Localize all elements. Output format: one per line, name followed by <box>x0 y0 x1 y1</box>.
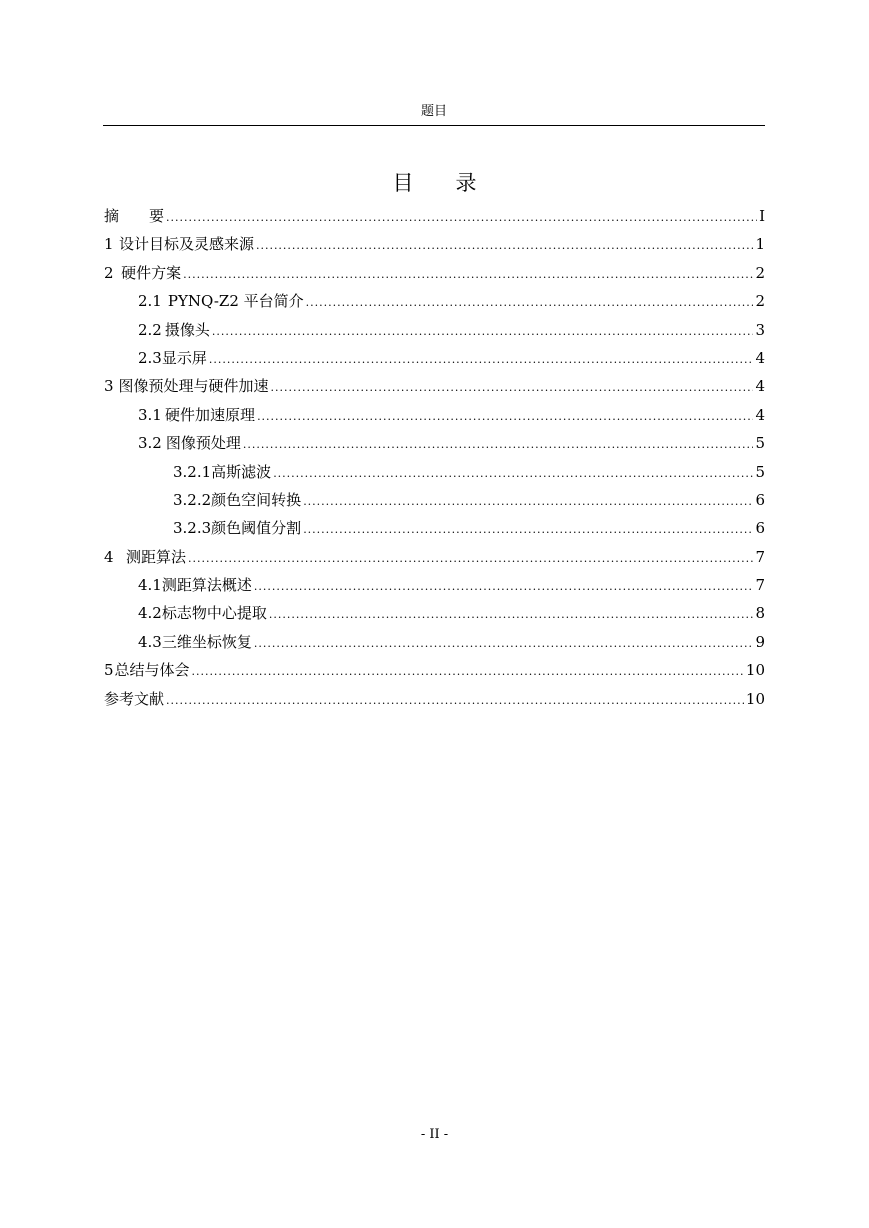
toc-entry-page: 5 <box>755 462 765 481</box>
toc-entry-title: 颜色阈值分割 <box>211 519 302 538</box>
toc-entry-page: 10 <box>745 689 765 708</box>
toc-entry-2-1[interactable] <box>104 287 765 315</box>
toc-entry-title: 显示屏 <box>161 348 207 367</box>
toc-entry-number: 1 <box>104 235 114 254</box>
toc-entry-4-2[interactable] <box>104 599 765 627</box>
toc-entry-page: 6 <box>755 519 765 538</box>
toc-entry-2-3[interactable] <box>104 344 765 372</box>
toc-entry-4-1[interactable] <box>104 571 765 599</box>
toc-heading: 目 录 <box>392 171 477 195</box>
toc-entry-3[interactable] <box>104 372 765 400</box>
toc-entry-title: 摘 要 <box>104 207 165 225</box>
dot-leader <box>303 488 753 516</box>
toc-entry-title: 测距算法概述 <box>161 576 252 595</box>
dot-leader <box>212 318 754 346</box>
toc-entry-number: 3.2 <box>138 434 162 453</box>
toc-entry-page: 7 <box>755 576 765 595</box>
toc-entry-abstract[interactable] <box>104 202 765 230</box>
toc-entry-4[interactable] <box>104 543 765 571</box>
toc-entry-title: 图像预处理与硬件加速 <box>118 377 269 396</box>
header-title: 题目 <box>420 104 447 119</box>
toc-entry-number: 2 <box>104 263 114 282</box>
toc-entry-page: 1 <box>755 235 765 254</box>
toc-entry-page: 6 <box>755 490 765 509</box>
dot-leader <box>254 573 754 601</box>
toc-entry-4-3[interactable] <box>104 628 765 656</box>
toc-entry-page: 4 <box>755 405 765 424</box>
toc-entry-2-2[interactable] <box>104 316 765 344</box>
toc-entry-number: 2.3 <box>138 348 162 367</box>
toc-entry-title: 标志物中心提取 <box>161 604 267 623</box>
toc-entry-title: 参考文献 <box>104 689 165 708</box>
toc-entry-3-2-3[interactable] <box>104 514 765 542</box>
toc-entry-references[interactable] <box>104 685 765 713</box>
dot-leader <box>269 601 754 629</box>
toc-entry-number: 3.2.1 <box>173 462 212 481</box>
toc-entry-page: 9 <box>755 632 765 651</box>
dot-leader <box>209 346 754 374</box>
toc-entry-page: I <box>759 207 765 225</box>
toc-entry-title: 三维坐标恢复 <box>161 632 252 651</box>
dot-leader <box>257 403 753 431</box>
toc-entry-title: 摄像头 <box>164 320 210 339</box>
toc-entry-number: 2.1 <box>138 292 162 311</box>
dot-leader <box>166 204 757 232</box>
toc-entry-page: 4 <box>755 377 765 396</box>
toc-entry-number: 3.2.2 <box>173 490 212 509</box>
toc-entry-1[interactable] <box>104 230 765 258</box>
dot-leader <box>256 232 754 260</box>
toc-entry-5[interactable] <box>104 656 765 684</box>
toc-entry-number: 4.1 <box>138 576 162 595</box>
toc-entry-page: 7 <box>755 547 765 566</box>
toc-entry-title: 颜色空间转换 <box>211 490 302 509</box>
toc-entry-number: 4.3 <box>138 632 162 651</box>
toc-entry-page: 2 <box>755 263 765 282</box>
toc-entry-title: 硬件加速原理 <box>165 405 256 424</box>
toc-entry-number: 2.2 <box>138 320 162 339</box>
toc-entry-3-2-1[interactable] <box>104 458 765 486</box>
toc-entry-page: 2 <box>755 292 765 311</box>
toc-entry-3-2-2[interactable] <box>104 486 765 514</box>
toc-entry-page: 10 <box>745 661 765 680</box>
dot-leader <box>303 516 753 544</box>
dot-leader <box>306 289 754 317</box>
page-number-footer: - II - <box>420 1127 449 1142</box>
dot-leader <box>183 261 753 289</box>
toc-entry-page: 8 <box>755 604 765 623</box>
dot-leader <box>271 374 754 402</box>
dot-leader <box>273 460 753 488</box>
toc-entry-title: 测距算法 <box>126 547 187 566</box>
dot-leader <box>254 630 754 658</box>
toc-entry-number: 3 <box>104 377 114 396</box>
toc-entry-3-2[interactable] <box>104 429 765 457</box>
dot-leader <box>166 687 744 715</box>
toc-entry-title: 设计目标及灵感来源 <box>118 235 254 254</box>
toc-entry-page: 4 <box>755 348 765 367</box>
toc-entry-title: 硬件方案 <box>121 263 182 282</box>
toc-entry-title: 高斯滤波 <box>211 462 272 481</box>
toc-entry-number: 3.1 <box>138 405 162 424</box>
toc-entry-number: 5 <box>104 661 114 680</box>
toc-entry-2[interactable] <box>104 259 765 287</box>
toc-entry-3-1[interactable] <box>104 401 765 429</box>
toc-entry-number: 4 <box>104 547 114 566</box>
toc-entry-page: 5 <box>755 434 765 453</box>
toc-entry-number: 3.2.3 <box>173 519 212 538</box>
toc-entry-page: 3 <box>755 320 765 339</box>
toc-entry-number: 4.2 <box>138 604 162 623</box>
toc-entry-title: PYNQ-Z2 平台简介 <box>167 292 304 311</box>
dot-leader <box>243 431 754 459</box>
running-header <box>103 103 765 126</box>
dot-leader <box>188 545 753 573</box>
dot-leader <box>191 658 743 686</box>
table-of-contents <box>104 202 765 713</box>
toc-entry-title: 图像预处理 <box>165 434 241 453</box>
toc-entry-title: 总结与体会 <box>114 661 190 680</box>
